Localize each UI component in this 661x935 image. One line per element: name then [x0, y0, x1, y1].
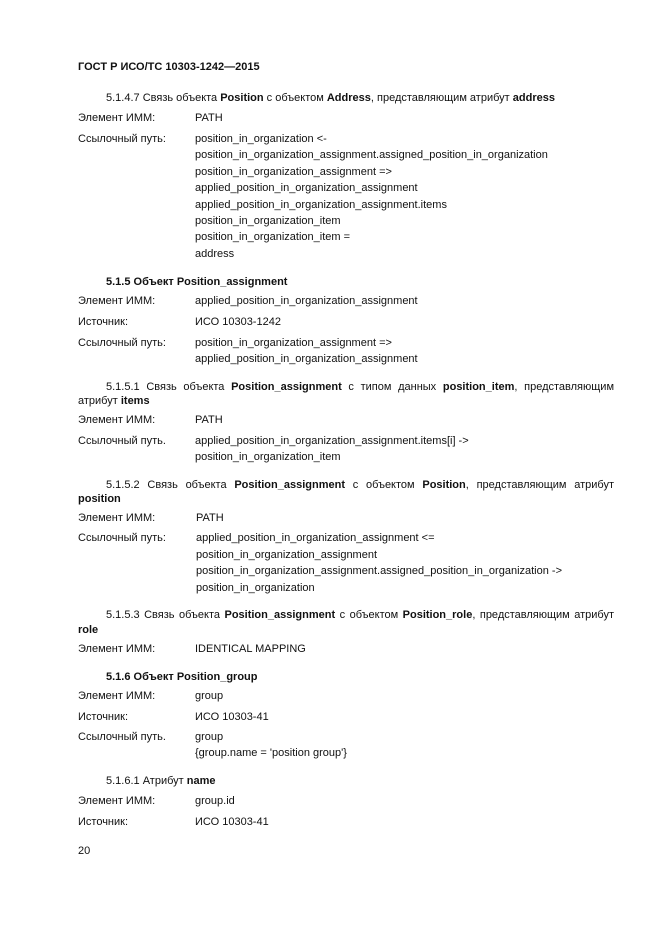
reference-path-line: applied_position_in_organization_assignment	[195, 353, 418, 365]
reference-path-line: address	[195, 248, 235, 260]
reference-path-label: Ссылочный путь:	[78, 337, 166, 349]
clause-prefix: 5.1.6.1 Атрибут	[106, 775, 187, 787]
aim-element-value: PATH	[195, 414, 223, 426]
reference-path-line: applied_position_in_organization_assignment.items[i] ->	[195, 435, 469, 447]
source-value: ИСО 10303-41	[195, 711, 269, 723]
reference-path-label: Ссылочный путь:	[78, 532, 166, 544]
aim-element-value: group	[195, 690, 224, 702]
aim-element-value: group.id	[195, 795, 235, 807]
reference-path-line: position_in_organization_assignment.assigned_position_in_organization ->	[196, 565, 563, 577]
source-label: Источник:	[78, 316, 129, 328]
attribute-name: position	[78, 493, 121, 505]
entity-name: Address	[326, 92, 371, 104]
aim-element-label: Элемент ИММ:	[78, 643, 156, 655]
document-header: ГОСТ Р ИСО/ТС 10303-1242—2015	[78, 61, 260, 73]
source-label: Источник:	[78, 711, 129, 723]
clause-5-1-4-7-heading	[106, 92, 555, 105]
aim-element-label: Элемент ИММ:	[78, 795, 156, 807]
reference-path-line: position_in_organization_item	[195, 215, 341, 227]
reference-path-line: position_in_organization	[196, 582, 315, 594]
attribute-name: role	[78, 624, 99, 636]
reference-path-line: applied_position_in_organization_assignment.items	[195, 199, 447, 211]
reference-path-line: group	[195, 731, 224, 743]
clause-prefix: 5.1.5.2 Связь объекта	[106, 479, 235, 491]
aim-element-label: Элемент ИММ:	[78, 295, 156, 307]
attribute-name: items	[120, 395, 150, 407]
clause-prefix: 5.1.5.3 Связь объекта	[106, 609, 225, 621]
aim-element-value: applied_position_in_organization_assignment	[195, 295, 418, 307]
page-number: 20	[78, 845, 91, 857]
section-5-1-6-title: 5.1.6 Объект Position_group	[106, 671, 258, 683]
reference-path-line: applied_position_in_organization_assignment	[195, 182, 418, 194]
reference-path-line: position_in_organization_assignment =>	[195, 166, 392, 178]
clause-mid: с типом данных	[341, 381, 443, 393]
reference-path-label: Ссылочный путь:	[78, 133, 166, 145]
clause-mid: с объектом	[263, 92, 327, 104]
clause-prefix: 5.1.5.1 Связь объекта	[106, 381, 232, 393]
aim-element-label: Элемент ИММ:	[78, 512, 156, 524]
type-name: position_item	[442, 381, 515, 393]
section-5-1-5-title: 5.1.5 Объект Position_assignment	[106, 276, 288, 288]
aim-element-value: PATH	[195, 112, 223, 124]
entity-name: Position_assignment	[234, 479, 345, 491]
clause-mid: с объектом	[344, 479, 423, 491]
entity-name: Position_assignment	[231, 381, 342, 393]
reference-path-line: position_in_organization_item =	[195, 231, 351, 243]
attribute-name: name	[186, 775, 216, 787]
aim-element-label: Элемент ИММ:	[78, 690, 156, 702]
clause-5-1-5-1-heading-line1	[78, 381, 614, 394]
clause-mid: с объектом	[335, 609, 403, 621]
clause-5-1-5-2-heading-line1	[78, 479, 614, 492]
source-value: ИСО 10303-41	[195, 816, 269, 828]
reference-path-line: {group.name = 'position group'}	[195, 747, 347, 759]
aim-element-value: IDENTICAL MAPPING	[195, 643, 306, 655]
clause-5-1-6-1-heading	[106, 775, 216, 788]
reference-path-line: position_in_organization_assignment.assigned_position_in_organization	[195, 149, 548, 161]
reference-path-label: Ссылочный путь.	[78, 731, 166, 743]
source-label: Источник:	[78, 816, 129, 828]
reference-path-line: position_in_organization_assignment =>	[195, 337, 392, 349]
reference-path-label: Ссылочный путь.	[78, 435, 166, 447]
aim-element-value: PATH	[196, 512, 224, 524]
aim-element-label: Элемент ИММ:	[78, 414, 156, 426]
clause-5-1-5-3-heading-line1	[78, 609, 614, 622]
attribute-name: address	[512, 92, 555, 104]
reference-path-line: position_in_organization <-	[195, 133, 327, 145]
clause-prefix: 5.1.4.7 Связь объекта	[106, 92, 221, 104]
entity-name: Position	[220, 92, 264, 104]
clause-suffix: , представляющим атрибут	[370, 92, 513, 104]
clause-prefix: атрибут	[78, 395, 121, 407]
clause-5-1-5-1-heading-line2	[78, 395, 150, 408]
clause-suffix: , представляющим атрибут	[472, 609, 614, 621]
entity-name: Position	[422, 479, 466, 491]
clause-suffix: , представляющим	[514, 381, 615, 393]
clause-suffix: , представляющим атрибут	[465, 479, 614, 491]
reference-path-line: position_in_organization_item	[195, 451, 341, 463]
reference-path-line: position_in_organization_assignment	[196, 549, 378, 561]
aim-element-label: Элемент ИММ:	[78, 112, 156, 124]
entity-name: Position_assignment	[224, 609, 336, 621]
source-value: ИСО 10303-1242	[195, 316, 281, 328]
reference-path-line: applied_position_in_organization_assignment <=	[196, 532, 435, 544]
entity-name: Position_role	[402, 609, 473, 621]
